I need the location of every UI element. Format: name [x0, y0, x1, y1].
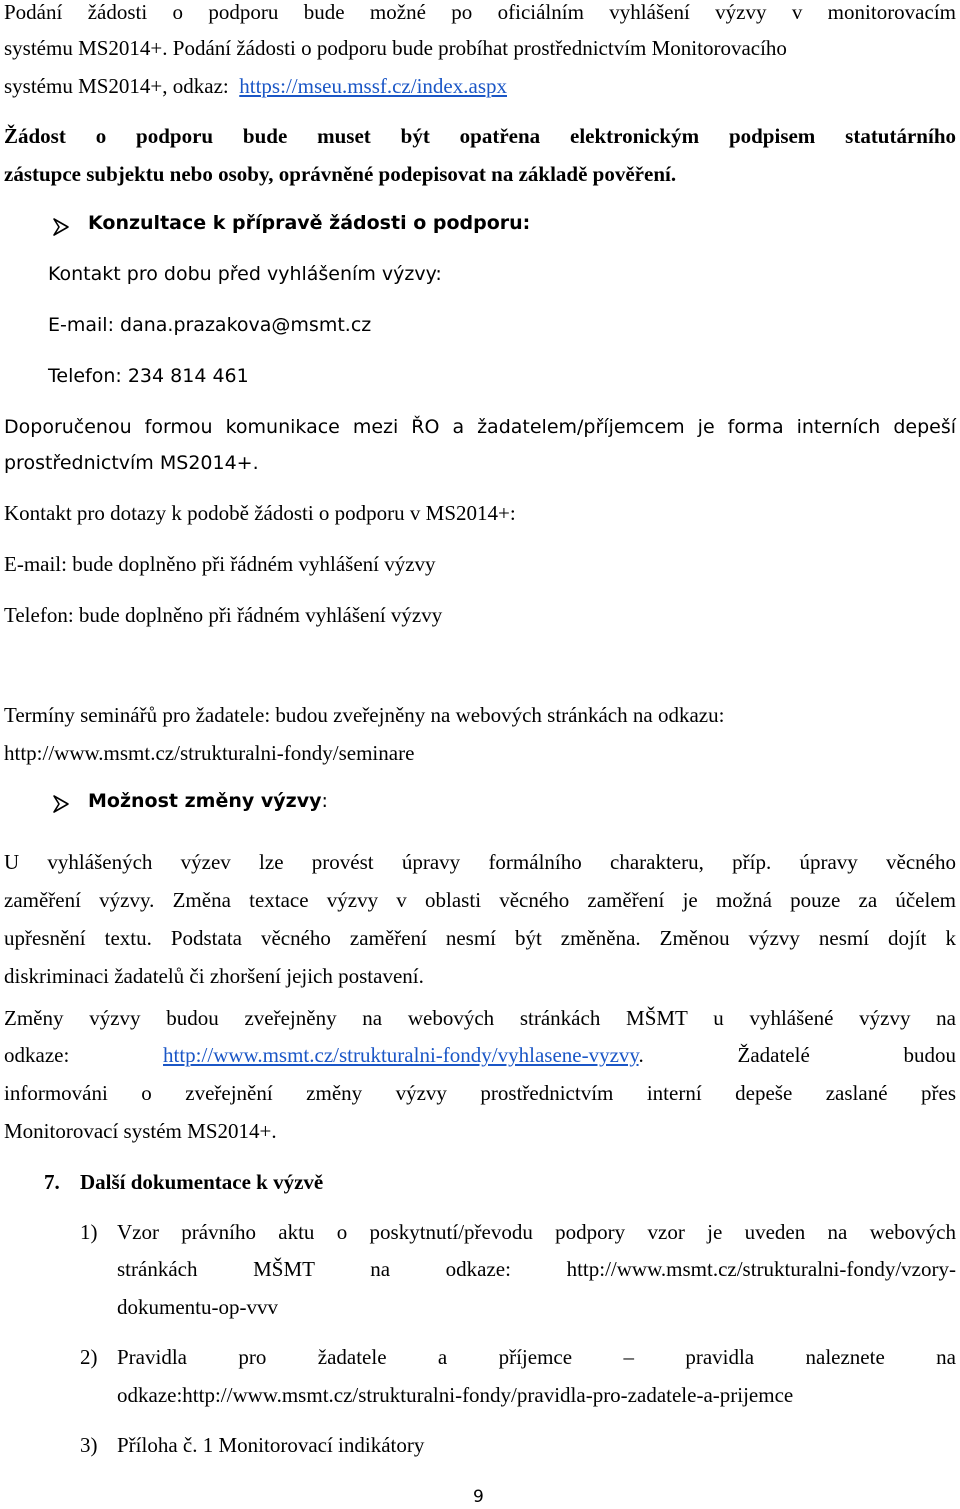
list-marker: 3)	[80, 1433, 98, 1457]
paragraph-line: Telefon: bude doplněno při řádném vyhlášení výzvy	[4, 603, 443, 627]
paragraph-line: Změny výzvy budou zveřejněny na webových stránkách MŠMT u vyhlášené výzvy na	[4, 1006, 956, 1030]
paragraph-line: Podání žádosti o podporu bude možné po oficiálním vyhlášení výzvy v monitorovacím	[4, 0, 956, 24]
list-item-line: stránkách MŠMT na odkaze: http://www.msmt.cz/strukturalni-fondy/vzory-	[117, 1257, 956, 1281]
contact-phone: Telefon: 234 814 461	[48, 365, 249, 387]
paragraph-line: prostřednictvím MS2014+.	[4, 452, 259, 474]
list-marker: 1)	[80, 1220, 98, 1244]
contact-label: Kontakt pro dobu před vyhlášením výzvy:	[48, 263, 442, 285]
list-item-line: dokumentu-op-vvv	[117, 1295, 278, 1319]
list-item-line: odkaze:http://www.msmt.cz/strukturalni-fondy/pravidla-pro-zadatele-a-prijemce	[117, 1383, 794, 1407]
list-marker: 2)	[80, 1345, 98, 1369]
bold-paragraph-line: zástupce subjektu nebo osoby, oprávněné podepisovat na základě pověření.	[4, 162, 677, 186]
paragraph-line: E-mail: bude doplněno při řádném vyhlášení výzvy	[4, 552, 436, 576]
arrow-bullet-icon	[50, 793, 72, 815]
section-heading: Konzultace k přípravě žádosti o podporu:	[88, 212, 531, 234]
vyhlasene-vyzvy-link[interactable]: http://www.msmt.cz/strukturalni-fondy/vyhlasene-vyzvy	[163, 1043, 639, 1067]
paragraph-line: informováni o zveřejnění změny výzvy prostřednictvím interní depeše zaslané přes	[4, 1081, 956, 1105]
paragraph-line: Termíny seminářů pro žadatele: budou zveřejněny na webových stránkách na odkazu:	[4, 703, 725, 727]
msmt-login-link[interactable]: https://mseu.mssf.cz/index.aspx	[239, 74, 507, 98]
paragraph-line: Monitorovací systém MS2014+.	[4, 1119, 277, 1143]
page-number: 9	[473, 1487, 484, 1507]
list-item-line: Vzor právního aktu o poskytnutí/převodu podpory vzor je uveden na webových	[117, 1220, 956, 1244]
paragraph-line: diskriminaci žadatelů či zhoršení jejich postavení.	[4, 964, 424, 988]
paragraph-line: U vyhlášených výzev lze provést úpravy formálního charakteru, příp. úpravy věcného	[4, 850, 956, 874]
section-heading: Další dokumentace k výzvě	[80, 1170, 324, 1194]
paragraph-line	[4, 76, 507, 97]
seminar-link[interactable]: http://www.msmt.cz/strukturalni-fondy/seminare	[4, 741, 415, 765]
bold-paragraph-line: Žádost o podporu bude muset být opatřena elektronickým podpisem statutárního	[4, 124, 956, 148]
paragraph-line: zaměření výzvy. Změna textace výzvy v oblasti věcného zaměření je možná pouze za účelem	[4, 888, 956, 912]
section-heading: Možnost změny výzvy:	[88, 790, 328, 812]
paragraph-line: odkaze: http://www.msmt.cz/strukturalni-fondy/vyhlasene-vyzvy. Žadatelé budou	[4, 1043, 956, 1067]
contact-email: E-mail: dana.prazakova@msmt.cz	[48, 314, 372, 336]
paragraph-line: systému MS2014+. Podání žádosti o podporu bude probíhat prostřednictvím Monitorovacího	[4, 36, 787, 60]
paragraph-line: Kontakt pro dotazy k podobě žádosti o podporu v MS2014+:	[4, 501, 516, 525]
paragraph-line: upřesnění textu. Podstata věcného zaměření nesmí být změněna. Změnou výzvy nesmí dojít k	[4, 926, 956, 950]
list-item-line: Příloha č. 1 Monitorovací indikátory	[117, 1433, 425, 1457]
list-item-line: Pravidla pro žadatele a příjemce – pravidla naleznete na	[117, 1345, 956, 1369]
link-label: systému MS2014+, odkaz:	[4, 74, 229, 98]
section-number: 7.	[44, 1170, 60, 1194]
arrow-bullet-icon	[50, 216, 72, 238]
paragraph-line: Doporučenou formou komunikace mezi ŘO a žadatelem/příjemcem je forma interních depeší	[4, 416, 956, 438]
